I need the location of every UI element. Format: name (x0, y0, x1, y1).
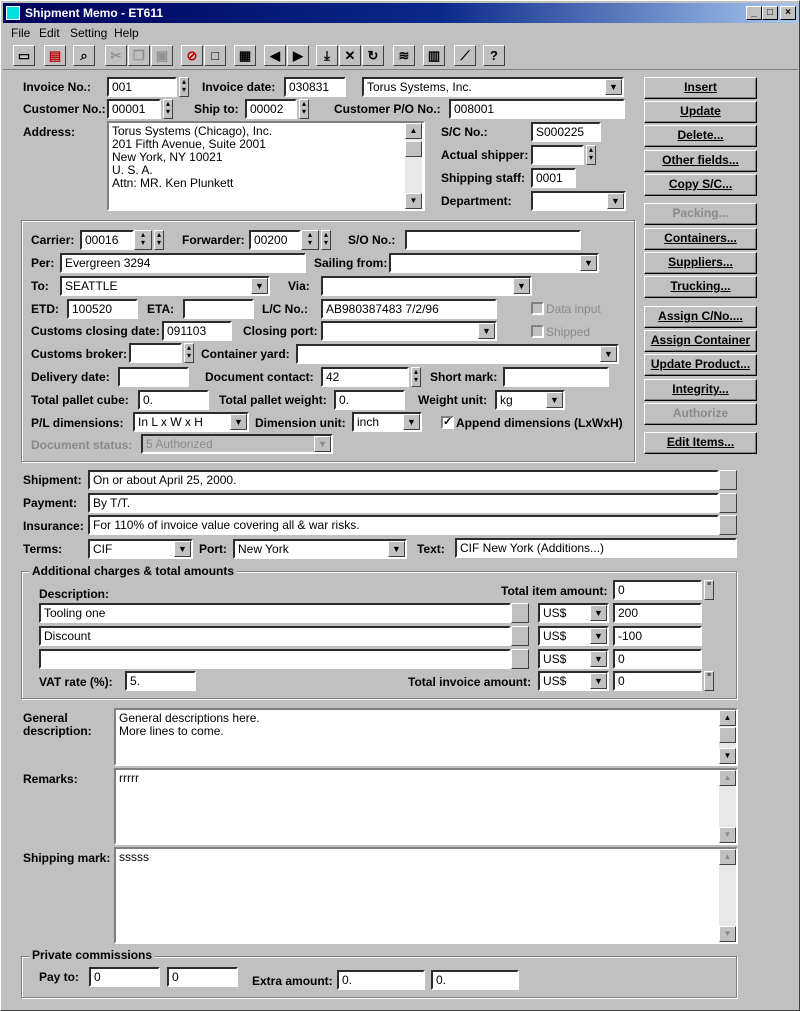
general-description-label: General description: (23, 711, 92, 738)
calc-icon[interactable]: ≡ (704, 580, 714, 600)
sailing-from-select[interactable] (389, 253, 599, 273)
chevron-down-icon[interactable]: ▼ (314, 436, 331, 452)
charge-description-1-spinner[interactable] (511, 603, 529, 623)
dimension-unit-label: Dimension unit: (255, 416, 346, 430)
ship-to-spinner[interactable]: ▴ ▾ (299, 99, 309, 119)
integrity-button[interactable]: Integrity... (644, 379, 757, 401)
charge-currency-3[interactable]: US$ (538, 649, 609, 669)
scroll-thumb[interactable] (719, 727, 736, 743)
customer-po-field[interactable]: 008001 (449, 99, 625, 119)
edit-items-button[interactable]: Edit Items... (644, 432, 757, 454)
company-select[interactable]: Torus Systems, Inc. (362, 77, 624, 97)
etd-field[interactable]: 100520 (67, 299, 138, 319)
app-icon (6, 6, 20, 20)
append-dims-label: Append dimensions (LxWxH) (456, 416, 623, 430)
scroll-down-icon[interactable]: ▼ (405, 193, 422, 209)
customs-broker-spinner[interactable]: ▴ ▾ (184, 343, 194, 363)
other-fields-button[interactable]: Other fields... (644, 150, 757, 172)
document-status-label: Document status: (31, 438, 133, 452)
assign-cno-button[interactable]: Assign C/No.... (644, 306, 757, 328)
pay-to-field-1[interactable]: 0 (89, 967, 160, 987)
container-yard-label: Container yard: (201, 347, 290, 361)
charge-currency-2[interactable]: US$ (538, 626, 609, 646)
delivery-date-label: Delivery date: (31, 370, 110, 384)
general-scrollbar[interactable] (719, 710, 736, 764)
open-folder-icon[interactable]: ▭ (13, 45, 35, 66)
shipped-label: Shipped (546, 325, 591, 339)
shipping-mark-textarea[interactable]: sssss (114, 847, 738, 944)
container-yard-select[interactable] (296, 344, 619, 364)
chevron-down-icon[interactable]: ▼ (174, 541, 191, 557)
chart-icon[interactable]: ⟋ (454, 45, 476, 66)
extra-amount-field-2[interactable]: 0. (431, 970, 519, 990)
delete-record-icon[interactable]: ⊘ (181, 45, 203, 66)
shipment-field[interactable]: On or about April 25, 2000. (88, 470, 719, 490)
sc-no-label: S/C No.: (441, 125, 488, 139)
total-item-label: Total item amount: (501, 584, 608, 598)
scroll-down-icon[interactable]: ▼ (719, 926, 736, 942)
address-label: Address: (23, 125, 76, 139)
next-icon[interactable]: ▶ (287, 45, 309, 66)
customs-broker-field[interactable] (129, 343, 182, 363)
charge-currency-1[interactable]: US$ (538, 603, 609, 623)
carrier-label: Carrier: (31, 233, 75, 247)
text-label: Text: (417, 542, 445, 556)
copy-icon[interactable]: ❐ (128, 45, 150, 66)
shipping-mark-scrollbar[interactable] (719, 849, 736, 942)
pl-dimensions-select[interactable]: In L x W x H (133, 412, 249, 432)
total-cube-label: Total pallet cube: (31, 393, 129, 407)
scroll-down-icon[interactable]: ▼ (719, 748, 736, 764)
chevron-down-icon[interactable]: ▼ (580, 255, 597, 271)
scroll-up-icon[interactable]: ▲ (405, 123, 422, 139)
invoice-no-field[interactable]: 001 (107, 77, 177, 97)
weight-unit-label: Weight unit: (418, 393, 488, 407)
chevron-down-icon[interactable]: ▼ (230, 414, 247, 430)
forwarder-field[interactable]: 00200 (249, 230, 301, 250)
search-record-icon[interactable]: ⌕ (73, 45, 95, 66)
address-textarea[interactable]: Torus Systems (Chicago), Inc. 201 Fifth Avenue, Suite 2001 New York, NY 10021 U. S. A. Attn: MR. Ken Plunkett (107, 121, 425, 211)
charge-description-3[interactable] (39, 649, 511, 669)
payment-spinner[interactable] (719, 493, 737, 513)
forwarder-spinner[interactable]: ▴ ▾ (321, 230, 331, 250)
export-icon[interactable]: ▤ (44, 45, 66, 66)
ship-to-label: Ship to: (194, 102, 239, 116)
actual-shipper-label: Actual shipper: (441, 148, 529, 162)
shipment-spinner[interactable] (719, 470, 737, 490)
title-bar[interactable] (3, 3, 798, 23)
commissions-group-title: Private commissions (29, 948, 155, 962)
previous-icon[interactable]: ◀ (264, 45, 286, 66)
pay-to-label: Pay to: (39, 970, 80, 984)
help-icon[interactable]: ? (483, 45, 505, 66)
document-status-select[interactable]: 5 Authorized (141, 434, 333, 454)
trucking-button[interactable]: Trucking... (644, 276, 757, 298)
chevron-down-icon[interactable]: ▼ (590, 605, 607, 621)
terms-label: Terms: (23, 542, 63, 556)
customer-no-spinner[interactable]: ▴ ▾ (163, 99, 173, 119)
customer-no-field[interactable]: 00001 (107, 99, 161, 119)
document-contact-spinner[interactable]: ▴ ▾ (411, 367, 421, 387)
window-title: Shipment Memo - ET611 (25, 6, 164, 20)
charge-description-1[interactable]: Tooling one (39, 603, 511, 623)
invoice-date-field[interactable]: 030831 (284, 77, 346, 97)
data-input-checkbox[interactable] (531, 302, 544, 315)
chevron-down-icon[interactable]: ▼ (513, 278, 530, 294)
scroll-down-icon[interactable]: ▼ (719, 827, 736, 843)
remarks-label: Remarks: (23, 772, 78, 786)
copy-sc-button[interactable]: Copy S/C... (644, 174, 757, 196)
customs-closing-label: Customs closing date: (31, 324, 160, 338)
stack-icon[interactable]: ≋ (393, 45, 415, 66)
insurance-field[interactable]: For 110% of invoice value covering all & war risks. (88, 515, 719, 535)
charge-description-3-spinner[interactable] (511, 649, 529, 669)
maximize-icon[interactable]: □ (762, 6, 778, 20)
refresh-icon[interactable]: ↻ (362, 45, 384, 66)
extra-amount-field-1[interactable]: 0. (337, 970, 425, 990)
eta-field[interactable] (183, 299, 254, 319)
scroll-up-icon[interactable]: ▲ (719, 849, 736, 865)
minimize-icon[interactable]: _ (746, 6, 762, 20)
menu-help[interactable]: Help (114, 26, 139, 40)
actual-shipper-field[interactable] (531, 145, 584, 165)
via-label: Via: (288, 279, 310, 293)
toolbar (3, 42, 798, 70)
so-no-field[interactable] (405, 230, 581, 250)
payment-field[interactable]: By T/T. (88, 493, 719, 513)
etd-label: ETD: (31, 302, 59, 316)
download-icon[interactable]: ⤓ (316, 45, 338, 66)
total-invoice-label: Total invoice amount: (408, 675, 532, 689)
lc-no-field[interactable]: AB980387483 7/2/96 (321, 299, 497, 319)
chevron-down-icon[interactable]: ▼ (478, 323, 495, 339)
update-product-button[interactable]: Update Product... (644, 354, 757, 376)
remarks-scrollbar[interactable] (719, 770, 736, 843)
forwarder-label: Forwarder: (182, 233, 245, 247)
port-label: Port: (199, 542, 227, 556)
cut-icon[interactable]: ✂ (105, 45, 127, 66)
so-no-label: S/O No.: (348, 233, 396, 247)
customs-broker-label: Customs broker: (31, 347, 128, 361)
description-label: Description: (39, 587, 110, 601)
chevron-down-icon[interactable]: ▼ (605, 79, 622, 95)
department-label: Department: (441, 194, 512, 208)
insurance-spinner[interactable] (719, 515, 737, 535)
paste-icon[interactable]: ▣ (151, 45, 173, 66)
assign-container-button[interactable]: Assign Container (644, 330, 757, 352)
weight-unit-select[interactable]: kg (495, 390, 565, 410)
chevron-down-icon[interactable]: ▼ (590, 673, 607, 689)
total-weight-field[interactable]: 0. (334, 390, 405, 410)
delivery-date-field[interactable] (118, 367, 189, 387)
to-label: To: (31, 279, 49, 293)
extra-amount-label: Extra amount: (252, 974, 333, 988)
book-icon[interactable]: ▥ (423, 45, 445, 66)
data-input-label: Data input (546, 302, 601, 316)
chevron-down-icon[interactable]: ▼ (607, 193, 624, 209)
authorize-button[interactable]: Authorize (644, 403, 757, 425)
invoice-no-spinner[interactable]: ▴ ▾ (179, 77, 189, 97)
chevron-down-icon[interactable]: ▼ (388, 541, 405, 557)
carrier-spinner[interactable]: ▴ ▾ (154, 230, 164, 250)
suppliers-button[interactable]: Suppliers... (644, 252, 757, 274)
vat-field[interactable]: 5. (125, 671, 196, 691)
sailing-from-label: Sailing from: (314, 256, 388, 270)
menu-bar (3, 24, 798, 42)
containers-button[interactable]: Containers... (644, 228, 757, 250)
charge-description-2-spinner[interactable] (511, 626, 529, 646)
document-contact-field[interactable]: 42 (321, 367, 409, 387)
chevron-down-icon[interactable]: ▼ (251, 278, 268, 294)
charge-amount-3[interactable]: 0 (613, 649, 702, 669)
packing-button[interactable]: Packing... (644, 203, 757, 225)
total-invoice-currency[interactable]: US$ (538, 671, 609, 691)
sc-no-field[interactable]: S000225 (531, 122, 601, 142)
terms-select[interactable]: CIF (88, 539, 193, 559)
chevron-down-icon[interactable]: ▼ (600, 346, 617, 362)
per-field[interactable]: Evergreen 3294 (60, 253, 306, 273)
actual-shipper-spinner[interactable]: ▴ ▾ (586, 145, 596, 165)
port-select[interactable]: New York (233, 539, 407, 559)
total-cube-field[interactable]: 0. (138, 390, 209, 410)
remarks-textarea[interactable]: rrrrr (114, 768, 738, 845)
scroll-up-icon[interactable]: ▲ (719, 710, 736, 726)
shipment-label: Shipment: (23, 473, 82, 487)
append-dims-checkbox[interactable]: ✓ (443, 416, 453, 428)
chevron-down-icon[interactable]: ▼ (403, 414, 420, 430)
scroll-up-icon[interactable]: ▲ (719, 770, 736, 786)
general-description-textarea[interactable]: General descriptions here. More lines to come. (114, 708, 738, 766)
customs-closing-field[interactable]: 091103 (162, 321, 232, 341)
menu-edit[interactable]: Edit (39, 26, 60, 40)
pl-dimensions-label: P/L dimensions: (31, 416, 124, 430)
customer-po-label: Customer P/O No.: (334, 102, 441, 116)
dimension-unit-select[interactable]: inch (352, 412, 422, 432)
charge-amount-2[interactable]: -100 (613, 626, 702, 646)
closing-port-select[interactable] (321, 321, 497, 341)
customer-no-label: Customer No.: (23, 102, 106, 116)
address-scrollbar[interactable] (405, 123, 422, 209)
delete-button[interactable]: Delete... (644, 125, 757, 147)
via-select[interactable] (321, 276, 532, 296)
shipping-staff-field[interactable]: 0001 (531, 168, 576, 188)
payment-label: Payment: (23, 496, 78, 510)
close-icon[interactable]: × (780, 6, 796, 20)
menu-file[interactable]: File (11, 26, 31, 40)
print-icon[interactable]: ▦ (234, 45, 256, 66)
vat-label: VAT rate (%): (39, 675, 113, 689)
charges-group-title: Additional charges & total amounts (29, 564, 237, 578)
update-button[interactable]: Update (644, 101, 757, 123)
total-invoice-field[interactable]: 0 (613, 671, 702, 691)
menu-setting[interactable]: Setting (70, 26, 108, 40)
lc-no-label: L/C No.: (262, 302, 308, 316)
chevron-down-icon[interactable]: ▼ (590, 628, 607, 644)
shipping-mark-label: Shipping mark: (23, 851, 111, 865)
carrier-field[interactable]: 00016 (80, 230, 134, 250)
text-field[interactable]: CIF New York (Additions...) (455, 538, 737, 558)
ship-to-field[interactable]: 00002 (245, 99, 297, 119)
scroll-thumb[interactable] (405, 141, 422, 157)
insert-button[interactable]: Insert (644, 77, 757, 99)
insurance-label: Insurance: (23, 519, 84, 533)
short-mark-field[interactable] (503, 367, 609, 387)
forwarder-stepper[interactable]: ▴ ▾ (301, 230, 319, 250)
document-contact-label: Document contact: (205, 370, 314, 384)
to-select[interactable]: SEATTLE (60, 276, 270, 296)
shipping-staff-label: Shipping staff: (441, 171, 525, 185)
charge-amount-1[interactable]: 200 (613, 603, 702, 623)
chevron-down-icon[interactable]: ▼ (546, 392, 563, 408)
invoice-no-label: Invoice No.: (23, 80, 92, 94)
shipped-checkbox[interactable] (531, 325, 544, 338)
chevron-down-icon[interactable]: ▼ (590, 651, 607, 667)
total-item-field[interactable]: 0 (613, 580, 702, 600)
invoice-date-label: Invoice date: (202, 80, 276, 94)
carrier-stepper[interactable]: ▴ ▾ (134, 230, 152, 250)
cancel-icon[interactable]: ✕ (339, 45, 361, 66)
closing-port-label: Closing port: (243, 324, 318, 338)
total-weight-label: Total pallet weight: (219, 393, 327, 407)
eta-label: ETA: (147, 302, 175, 316)
new-record-icon[interactable]: □ (204, 45, 226, 66)
calc-icon[interactable]: ≡ (704, 671, 714, 691)
charge-description-2[interactable]: Discount (39, 626, 511, 646)
pay-to-field-2[interactable]: 0 (167, 967, 238, 987)
short-mark-label: Short mark: (430, 370, 498, 384)
per-label: Per: (31, 256, 55, 270)
